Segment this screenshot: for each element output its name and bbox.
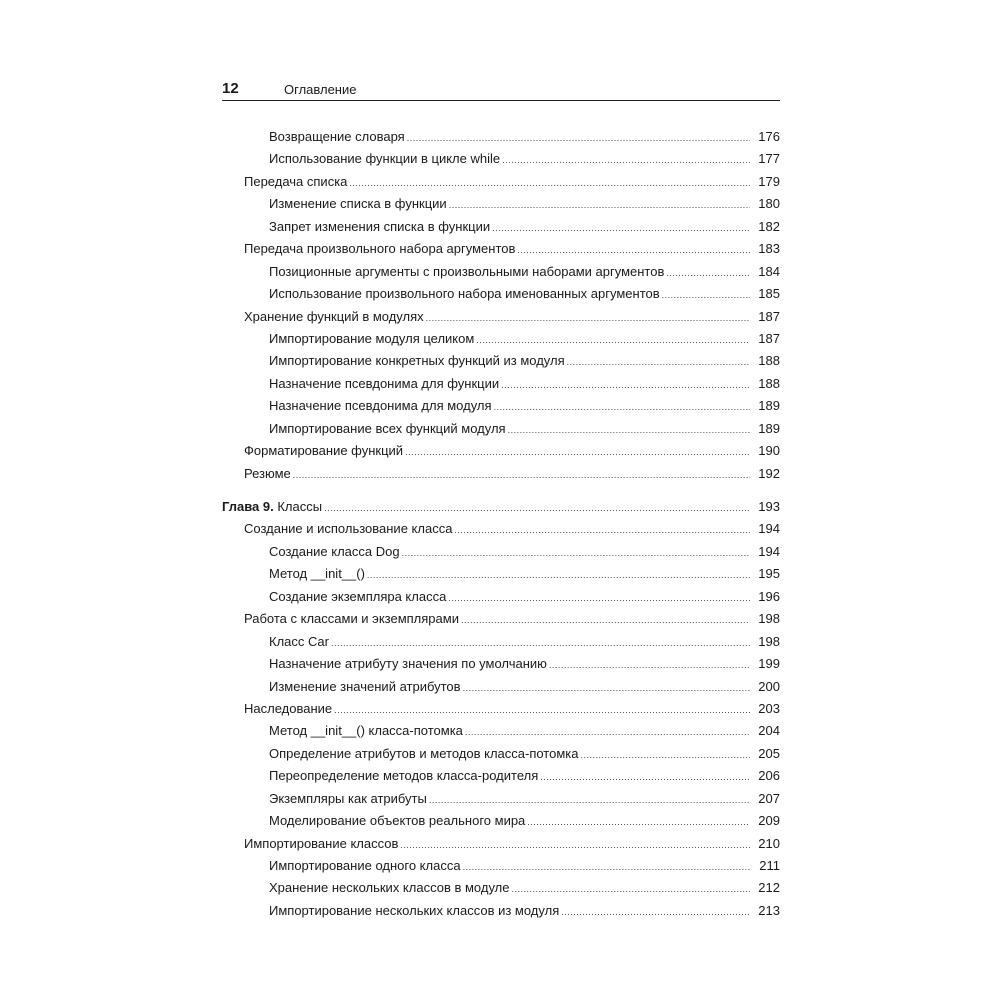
toc-entry-title: Импортирование модуля целиком	[269, 330, 475, 346]
dot-leader	[402, 542, 750, 564]
toc-entry-title: Хранение нескольких классов в модуле	[269, 880, 510, 896]
toc-entry-title: Импортирование конкретных функций из модуля	[269, 353, 565, 369]
toc-entry	[222, 216, 780, 238]
dot-leader	[465, 721, 750, 743]
toc-entry-title: Создание и использование класса	[244, 521, 453, 537]
toc-page-number: 206	[758, 768, 780, 784]
toc-entry	[222, 855, 780, 877]
toc-entry-title: Импортирование всех функций модуля	[269, 420, 506, 436]
toc-page-number: 188	[758, 375, 780, 391]
toc-page-number: 183	[758, 241, 780, 257]
toc-entry	[222, 328, 780, 350]
dot-leader	[448, 587, 750, 609]
toc-page-number: 193	[758, 499, 780, 514]
toc-entry-title: Назначение псевдонима для функции	[269, 375, 500, 391]
dot-leader	[561, 901, 750, 923]
toc-entry	[222, 148, 780, 170]
toc-entry-title: Определение атрибутов и методов класса-потомка	[269, 745, 579, 761]
dot-leader	[662, 284, 750, 306]
dot-leader	[349, 172, 750, 194]
dot-leader	[324, 497, 750, 519]
toc-entry	[222, 586, 780, 608]
toc-entry	[222, 653, 780, 675]
dot-leader	[426, 307, 750, 329]
dot-leader	[666, 262, 750, 284]
toc-entry	[222, 676, 780, 698]
dot-leader	[463, 677, 750, 699]
toc-entry	[222, 171, 780, 193]
toc-page-number: 205	[758, 745, 780, 761]
toc-entry-title: Форматирование функций	[244, 443, 404, 459]
dot-leader	[334, 699, 750, 721]
toc-entry-title: Позиционные аргументы с произвольными наборами аргументов	[269, 263, 665, 279]
toc-entry-title: Изменение списка в функции	[269, 196, 447, 212]
dot-leader	[429, 789, 750, 811]
toc-entry-title: Переопределение методов класса-родителя	[269, 768, 539, 784]
toc-page-number: 185	[758, 286, 780, 302]
toc-page-number: 195	[758, 566, 780, 582]
toc-entry-title: Запрет изменения списка в функции	[269, 218, 491, 234]
dot-leader	[367, 564, 750, 586]
toc-entry-title: Назначение атрибуту значения по умолчанию	[269, 656, 547, 672]
toc-page-number: 194	[758, 543, 780, 559]
toc-page-number: 209	[758, 813, 780, 829]
running-title: Оглавление	[284, 82, 357, 97]
dot-leader	[567, 351, 750, 373]
toc-page-number: 188	[758, 353, 780, 369]
toc-entry	[222, 743, 780, 765]
toc-entry	[222, 900, 780, 922]
toc-entry	[222, 720, 780, 742]
toc-entry-title: Метод __init__()	[269, 566, 365, 582]
toc-page-number: 199	[758, 656, 780, 672]
toc-entry-title: Импортирование одного класса	[269, 858, 461, 873]
toc-entry	[222, 350, 780, 372]
toc-entry	[222, 418, 780, 440]
toc-page-number: 184	[758, 263, 780, 279]
dot-leader	[492, 217, 750, 239]
chapter-label: Глава 9.	[222, 499, 274, 514]
toc-page-number: 198	[758, 633, 780, 649]
toc-page-number: 196	[758, 588, 780, 604]
toc-entry	[222, 765, 780, 787]
toc-entry	[222, 518, 780, 540]
toc-entry	[222, 373, 780, 395]
toc-chapter-entry	[222, 496, 780, 518]
dot-leader	[580, 744, 750, 766]
dot-leader	[540, 766, 750, 788]
toc-page-number: 194	[758, 521, 780, 537]
toc-entry	[222, 788, 780, 810]
toc-page-number: 210	[758, 835, 780, 851]
toc-entry-title: Наследование	[244, 700, 333, 716]
toc-entry-title: Передача списка	[244, 173, 348, 189]
toc-page-number: 192	[758, 465, 780, 481]
dot-leader	[501, 374, 750, 396]
toc-entry	[222, 261, 780, 283]
toc-page-number: 212	[758, 880, 780, 896]
toc-page-number: 211	[759, 858, 780, 873]
toc-entry	[222, 833, 780, 855]
toc-page-number: 198	[758, 611, 780, 627]
dot-leader	[512, 878, 751, 900]
toc-entry	[222, 463, 780, 485]
toc-page-number: 177	[758, 151, 780, 167]
toc-entry	[222, 608, 780, 630]
page-number: 12	[222, 80, 239, 97]
toc-entry	[222, 193, 780, 215]
toc-entry	[222, 877, 780, 899]
toc-entry-title: Класс Car	[269, 633, 329, 649]
dot-leader	[502, 149, 750, 171]
toc-page-number: 203	[758, 700, 780, 716]
toc-entry-title: Создание экземпляра класса	[269, 588, 447, 604]
toc-entry-title: Назначение псевдонима для модуля	[269, 398, 492, 414]
toc-page-number: 190	[758, 443, 780, 459]
toc-entry-title: Резюме	[244, 465, 291, 481]
dot-leader	[449, 194, 750, 216]
toc-entry-title: Моделирование объектов реального мира	[269, 813, 526, 829]
toc-entry-title	[222, 496, 322, 518]
toc-entry	[222, 631, 780, 653]
dot-leader	[549, 654, 750, 676]
toc-entry	[222, 126, 780, 148]
toc-page-number: 213	[758, 902, 780, 918]
toc-entry	[222, 563, 780, 585]
toc-entry	[222, 810, 780, 832]
toc-entry	[222, 283, 780, 305]
dot-leader	[461, 609, 750, 631]
toc-entry-title: Импортирование классов	[244, 835, 399, 851]
toc-entry-title: Метод __init__() класса-потомка	[269, 723, 463, 739]
toc-entry-title: Изменение значений атрибутов	[269, 678, 461, 694]
dot-leader	[463, 856, 750, 878]
toc-entry-title: Передача произвольного набора аргументов	[244, 241, 516, 257]
dot-leader	[407, 127, 750, 149]
toc-entry	[222, 698, 780, 720]
toc-entry-title: Экземпляры как атрибуты	[269, 790, 427, 806]
toc-entry	[222, 440, 780, 462]
toc-page-number: 200	[758, 678, 780, 694]
chapter-title: Классы	[277, 499, 323, 514]
dot-leader	[454, 519, 750, 541]
toc-page-number: 204	[758, 723, 780, 739]
toc-entry-title: Импортирование нескольких классов из модуля	[269, 902, 560, 918]
toc-page-number: 189	[758, 420, 780, 436]
toc-page-number: 207	[758, 790, 780, 806]
toc-entry	[222, 306, 780, 328]
toc-entry	[222, 541, 780, 563]
toc-page-number: 176	[758, 129, 780, 144]
toc-page-number: 189	[758, 398, 780, 414]
dot-leader	[476, 329, 750, 351]
toc-page-number: 187	[758, 330, 780, 346]
dot-leader	[405, 441, 750, 463]
dot-leader	[494, 396, 750, 418]
toc-entry-title: Использование произвольного набора именованных аргументов	[269, 286, 660, 302]
toc-entry-title: Создание класса Dog	[269, 543, 400, 559]
toc-page-number: 179	[758, 173, 780, 189]
toc-entry-title: Возвращение словаря	[269, 129, 405, 144]
dot-leader	[293, 464, 750, 486]
toc-entry	[222, 238, 780, 260]
toc-page-number: 180	[758, 196, 780, 212]
dot-leader	[400, 834, 750, 856]
dot-leader	[517, 239, 750, 261]
toc-entry-title: Работа с классами и экземплярами	[244, 611, 459, 627]
toc-entry	[222, 395, 780, 417]
dot-leader	[508, 419, 750, 441]
toc-page-number: 182	[758, 218, 780, 234]
dot-leader	[527, 811, 750, 833]
dot-leader	[331, 632, 750, 654]
toc-entry-title: Хранение функций в модулях	[244, 308, 424, 324]
toc-entry-title: Использование функции в цикле while	[269, 151, 501, 167]
page-header	[222, 80, 780, 101]
toc-page-number: 187	[758, 308, 780, 324]
table-of-contents	[222, 126, 780, 922]
